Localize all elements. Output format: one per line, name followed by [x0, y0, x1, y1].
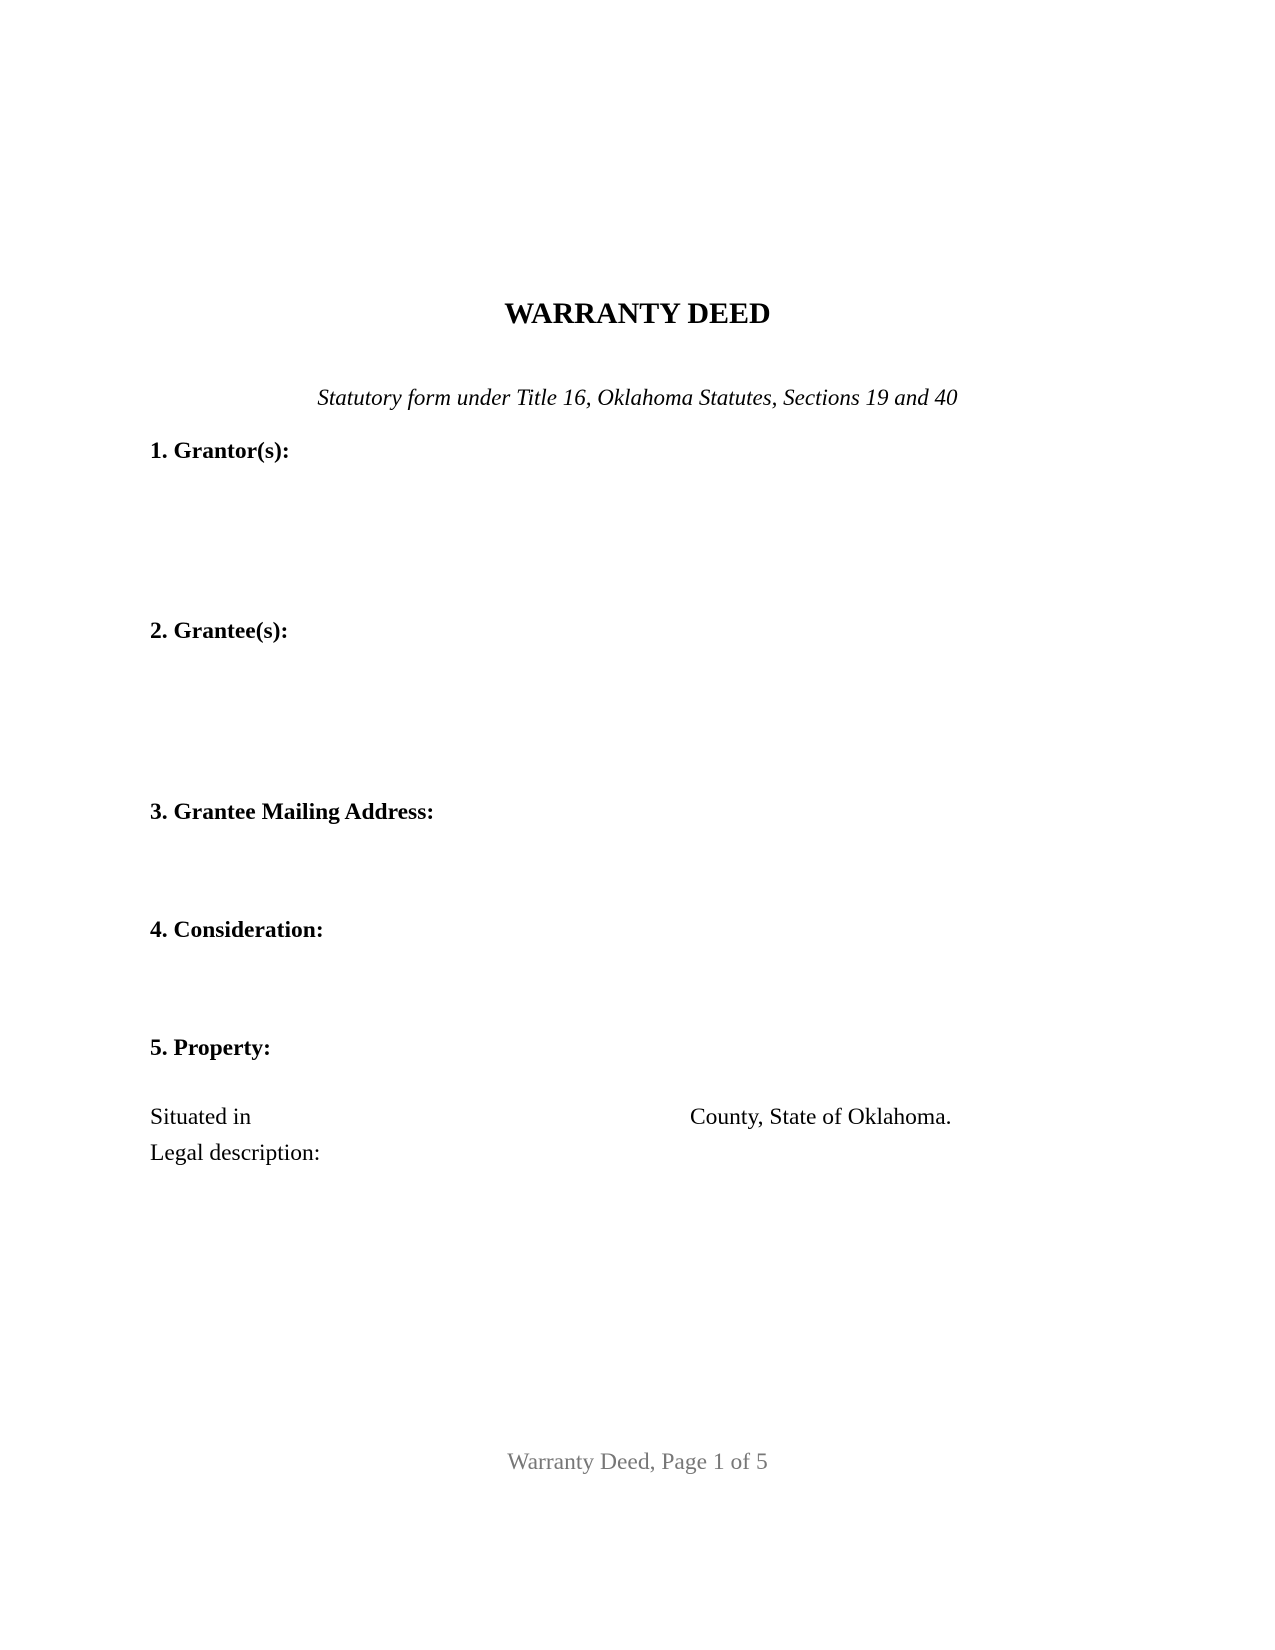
grantee-field[interactable]	[150, 650, 1125, 780]
document-title: WARRANTY DEED	[504, 297, 771, 330]
consideration-heading: 4. Consideration:	[150, 917, 324, 943]
grantor-field[interactable]	[150, 470, 1125, 600]
grantor-heading: 1. Grantor(s):	[150, 438, 290, 464]
legal-description-field[interactable]	[150, 1172, 1125, 1402]
legal-description-label: Legal description:	[150, 1140, 321, 1166]
grantee-heading: 2. Grantee(s):	[150, 618, 289, 644]
consideration-field[interactable]	[150, 948, 1125, 1018]
grantee-mailing-address-heading: 3. Grantee Mailing Address:	[150, 799, 435, 825]
situated-in-label: Situated in	[150, 1104, 252, 1130]
county-field[interactable]	[270, 1100, 680, 1132]
grantee-mailing-address-field[interactable]	[150, 830, 1125, 900]
document-subtitle: Statutory form under Title 16, Oklahoma Statutes, Sections 19 and 40	[317, 385, 958, 410]
page-footer: Warranty Deed, Page 1 of 5	[507, 1449, 768, 1475]
property-heading: 5. Property:	[150, 1035, 271, 1061]
county-state-text: County, State of Oklahoma.	[690, 1104, 952, 1130]
